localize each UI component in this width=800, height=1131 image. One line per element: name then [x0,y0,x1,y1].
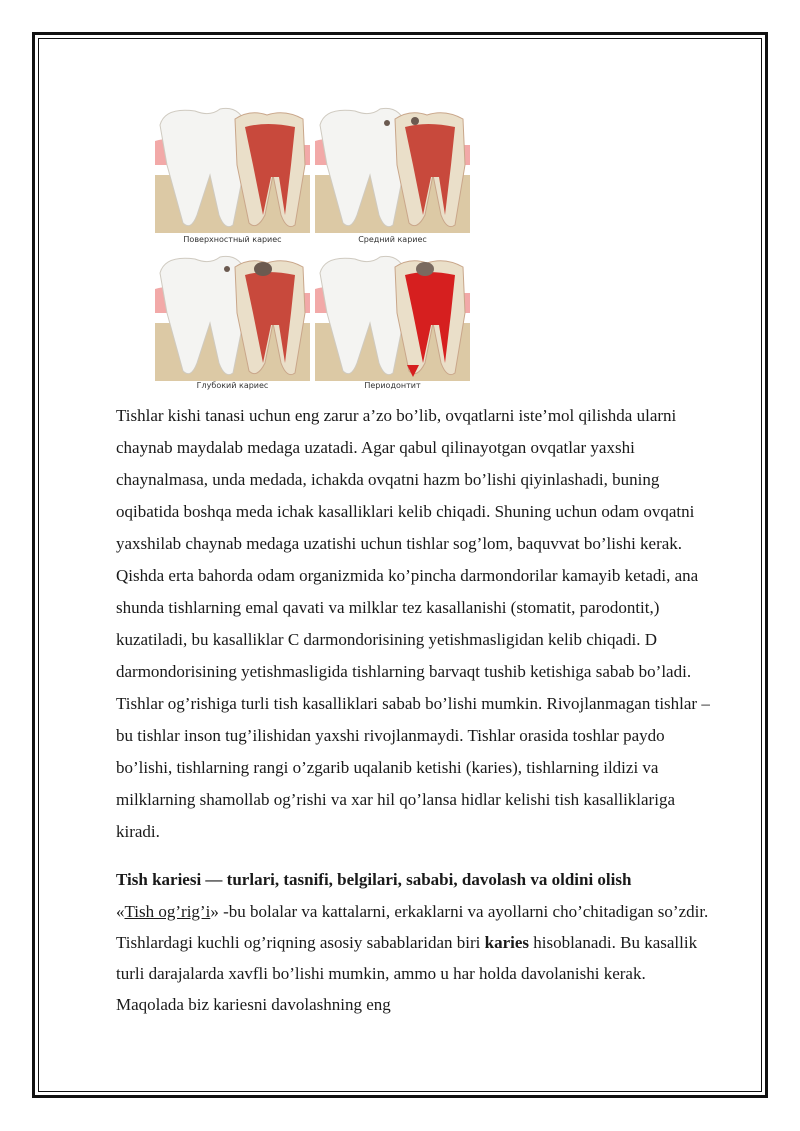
caption-medium-caries: Средний кариес [358,235,427,244]
caption-deep-caries: Глубокий кариес [196,381,269,390]
tooth-cross-section-image [315,105,470,233]
caries-text-part1: -bu bolalar va kattalarni, erkaklarni va ayollarni cho’chitadigan so’zdir. Tishlardagi kuchli og’riqning asosiy sabablaridan biri [116,902,709,952]
tooth-cross-section-image [155,105,310,233]
panel-superficial-caries [155,105,310,250]
caption-periodontitis: Периодонтит [364,381,421,390]
tooth-cross-section-image [155,253,310,381]
caries-stages-illustration [155,105,470,395]
quote-close: » [210,902,219,921]
panel-medium-caries [315,105,470,250]
intro-paragraph: Tishlar kishi tanasi uchun eng zarur a’zo bo’lib, ovqatlarni iste’mol qilishda ularni chaynab maydalab medaga uzatadi. Agar qabul qilinayotgan ovqatlar yaxshi chaynalmasa, unda medada, ichakda ovqatni hazm bo’lishi qiyinlashadi, buning oqibatida boshqa meda ichak kasalliklari kelib chiqadi. Shuning uchun odam ovqatni yaxshilab chaynab medaga uzatishi uchun tishlar sog’lom, baquvvat bo’lishi kerak. Qishda erta bahorda odam organizmida ko’pincha darmondorilar kamayib ketadi, ana shunda tishlarning emal qavati va milklar tez kasallanishi (stomatit, parodontit,) kuzatiladi, bu kasalliklar C darmondorisining yetishmasligidan kelib chiqadi. D darmondorisining yetishmasligida tishlarning barvaqt tushib ketishiga sabab bo’ladi. Tishlar og’rishiga turli tish kasalliklari sabab bo’lishi mumkin. Rivojlanmagan tishlar – bu tishlar inson tug’ilishidan yaxshi rivojlanmaydi. Tishlar orasida toshlar paydo bo’lishi, tishlarning rangi o’zgarib uqalanib ketishi (karies), tishlarning ildizi va milklarning shamollab og’rishi va xar hil qo’lansa hidlar kelishi tish kasalliklariga kiradi. [116,406,710,841]
caries-text-part2: hisoblanadi. Bu kasallik turli darajalarda xavfli bo’lishi mumkin, ammo u har holda davolanishi kerak. Maqolada biz kariesni davolashning eng [116,933,698,1014]
caries-paragraph [116,896,716,1020]
toothache-link[interactable]: Tish og’rig’i [124,902,211,921]
quote-open: « [116,902,125,921]
section-heading: Tish kariesi — turlari, tasnifi, belgilari, sababi, davolash va oldini olish [116,870,632,889]
panel-deep-caries [155,253,310,398]
article-body [116,400,716,1020]
caries-bold-term: karies [484,933,529,952]
caption-superficial-caries: Поверхностный кариес [183,235,282,244]
tooth-cross-section-image [315,253,470,381]
panel-periodontitis [315,253,470,398]
